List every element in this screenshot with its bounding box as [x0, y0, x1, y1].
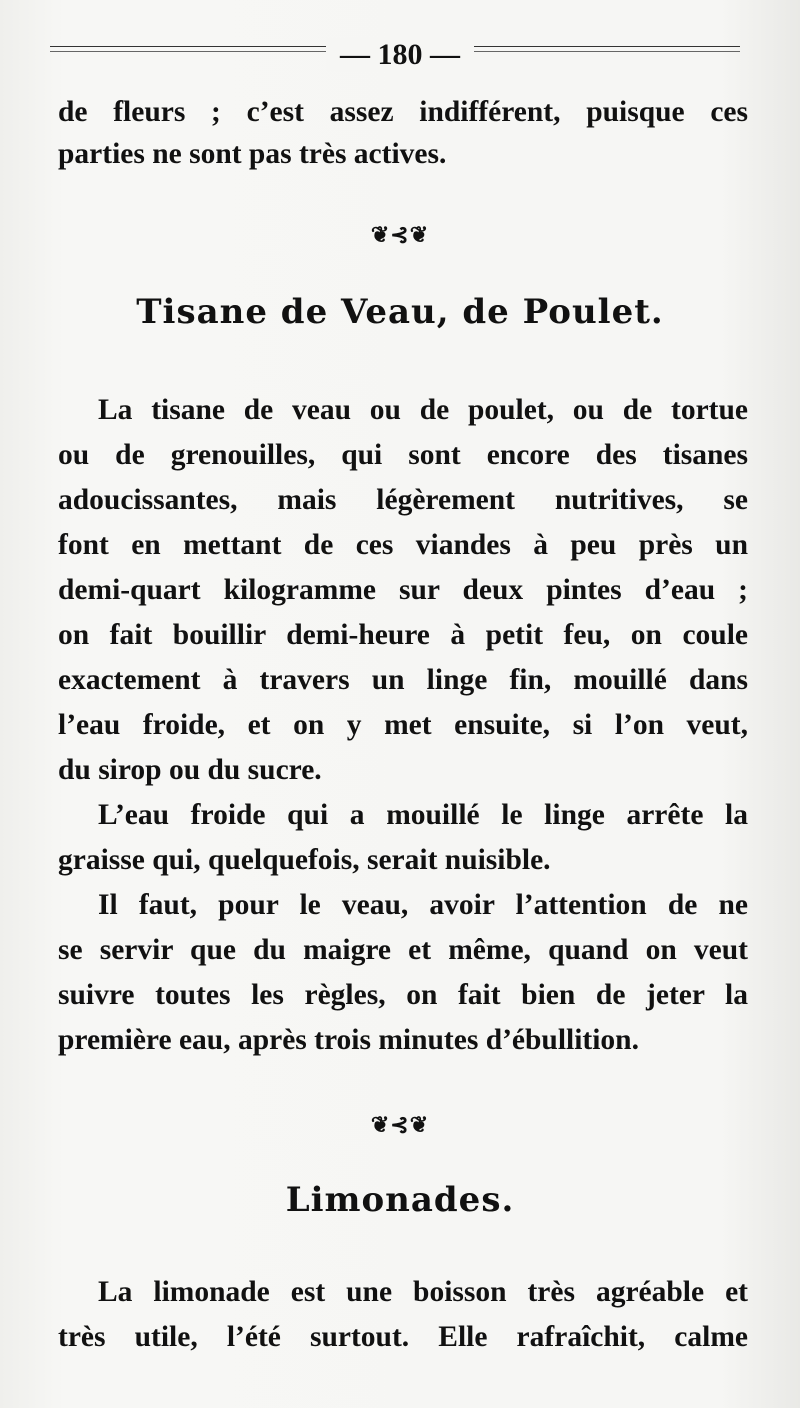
- paragraph-line: graisse qui, quelquefois, serait nuisible.: [58, 844, 551, 876]
- ornament-divider-bottom: ❦⊰❦: [370, 1112, 430, 1137]
- paragraph-line: La limonade est une boisson très agréable et: [98, 1276, 748, 1308]
- paragraph-line: Il faut, pour le veau, avoir l’attention de ne: [98, 889, 748, 921]
- page-number: [0, 38, 800, 72]
- paragraph-line: adoucissantes, mais légèrement nutritives, se: [58, 484, 748, 516]
- continuation-line: parties ne sont pas très actives.: [58, 138, 447, 170]
- paragraph-line: ou de grenouilles, qui sont encore des tisanes: [58, 439, 748, 471]
- paragraph-line: La tisane de veau ou de poulet, ou de tortue: [98, 394, 748, 426]
- paragraph-line: on fait bouillir demi-heure à petit feu, on coule: [58, 619, 748, 651]
- paragraph-line: L’eau froide qui a mouillé le linge arrête la: [98, 799, 748, 831]
- paragraph-line: se servir que du maigre et même, quand on veut: [58, 934, 748, 966]
- page-number-text: — 180 —: [326, 38, 474, 71]
- paragraph-line: l’eau froide, et on y met ensuite, si l’on veut,: [58, 709, 748, 741]
- paragraph-line: demi-quart kilogramme sur deux pintes d’eau ;: [58, 574, 748, 606]
- paragraph-line: première eau, après trois minutes d’ébullition.: [58, 1024, 639, 1056]
- paragraph-line: font en mettant de ces viandes à peu près un: [58, 529, 748, 561]
- ornament-divider-top: ❦⊰❦: [370, 222, 430, 247]
- paragraph-line: exactement à travers un linge fin, mouillé dans: [58, 664, 748, 696]
- paragraph-line: du sirop ou du sucre.: [58, 754, 322, 786]
- section-heading-tisane: Tisane de Veau, de Poulet.: [136, 292, 664, 332]
- section-heading-limonades: Limonades.: [285, 1180, 515, 1220]
- continuation-line: de fleurs ; c’est assez indifférent, puisque ces: [58, 96, 748, 128]
- paragraph-line: suivre toutes les règles, on fait bien de jeter la: [58, 979, 748, 1011]
- paragraph-line: très utile, l’été surtout. Elle rafraîchit, calme: [58, 1321, 748, 1353]
